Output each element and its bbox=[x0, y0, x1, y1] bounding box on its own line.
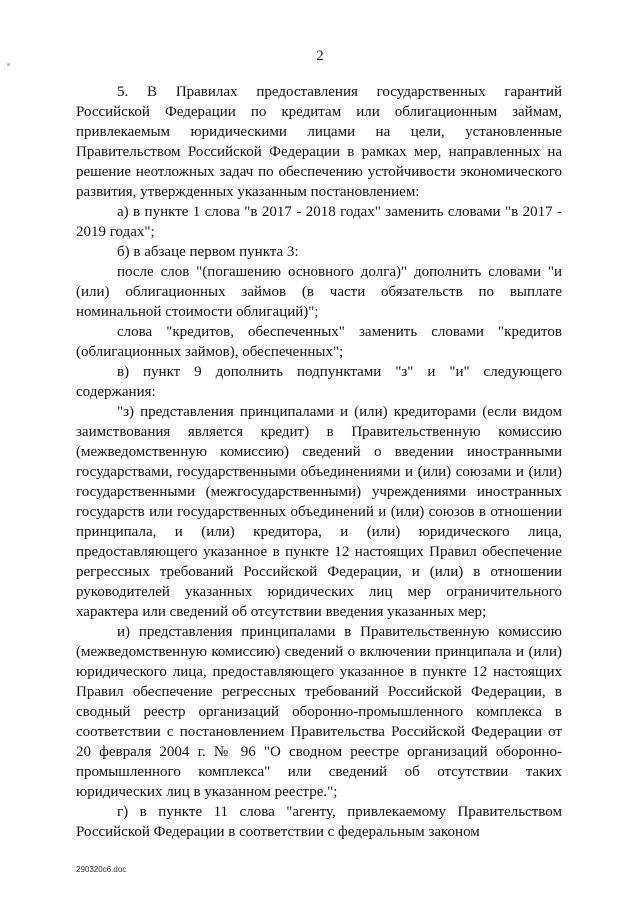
paragraph-item-i: и) представления принципалами в Правительственную комиссию (межведомственную комиссию) сведений о включении принципала и (или) юридического лица, предоставляющего указанное в пункте 12 настоящих Правил обеспечение регрессных требований Российской Федерации, в сводный реестр организаций оборонно-промышленного комплекса в соответствии с постановлением Правительства Российской Федерации от 20 февраля 2004 г. № 96 "О сводном реестре организаций оборонно-промышленного комплекса" или сведений об отсутствии таких юридических лиц в указанном реестре."; bbox=[76, 624, 562, 800]
paragraph-after-words: после слов "(погашению основного долга)" дополнить словами "и (или) облигационных займов (в части обязательств по выплате номинальной стоимости облигаций)"; bbox=[76, 264, 562, 320]
paragraph-subclause-a: а) в пункте 1 слова "в 2017 - 2018 годах" заменить словами "в 2017 - 2019 годах"; bbox=[76, 204, 562, 240]
document-body bbox=[76, 82, 562, 842]
paragraph-subclause-v: в) пункт 9 дополнить подпунктами "з" и "и" следующего содержания: bbox=[76, 364, 562, 400]
paragraph-clause-5: 5. В Правилах предоставления государственных гарантий Российской Федерации по кредитам или облигационным займам, привлекаемым юридическими лицами на цели, установленные Правительством Российской Федерации в рамках мер, направленных на решение неотложных задач по обеспечению устойчивости экономического развития, утвержденных указанным постановлением: bbox=[76, 84, 562, 200]
paragraph-subclause-b: б) в абзаце первом пункта 3: bbox=[117, 244, 299, 260]
page-number: 2 bbox=[316, 48, 324, 64]
footer-file-code: 290320c6.doc bbox=[76, 865, 127, 874]
paragraph-replace-words: слова "кредитов, обеспеченных" заменить словами "кредитов (облигационных займов), обеспеченных"; bbox=[76, 324, 562, 360]
paragraph-item-z: "з) представления принципалами и (или) кредиторами (если видом заимствования является кредит) в Правительственную комиссию (межведомственную комиссию) сведений о введении иностранными государствами, государственными объединениями и (или) союзами и (или) государственными (межгосударственными) учреждениями иностранных государств или государственных объединений и (или) союзов в отношении принципала, и (или) кредитора, и (или) юридического лица, предоставляющего указанное в пункте 12 настоящих Правил обеспечение регрессных требований Российской Федерации, и (или) в отношении руководителей указанных юридических лиц мер ограничительного характера или сведений об отсутствии введения указанных мер; bbox=[76, 404, 562, 620]
paragraph-subclause-g: г) в пункте 11 слова "агенту, привлекаемому Правительством Российской Федерации в соответствии с федеральным законом bbox=[76, 804, 562, 840]
